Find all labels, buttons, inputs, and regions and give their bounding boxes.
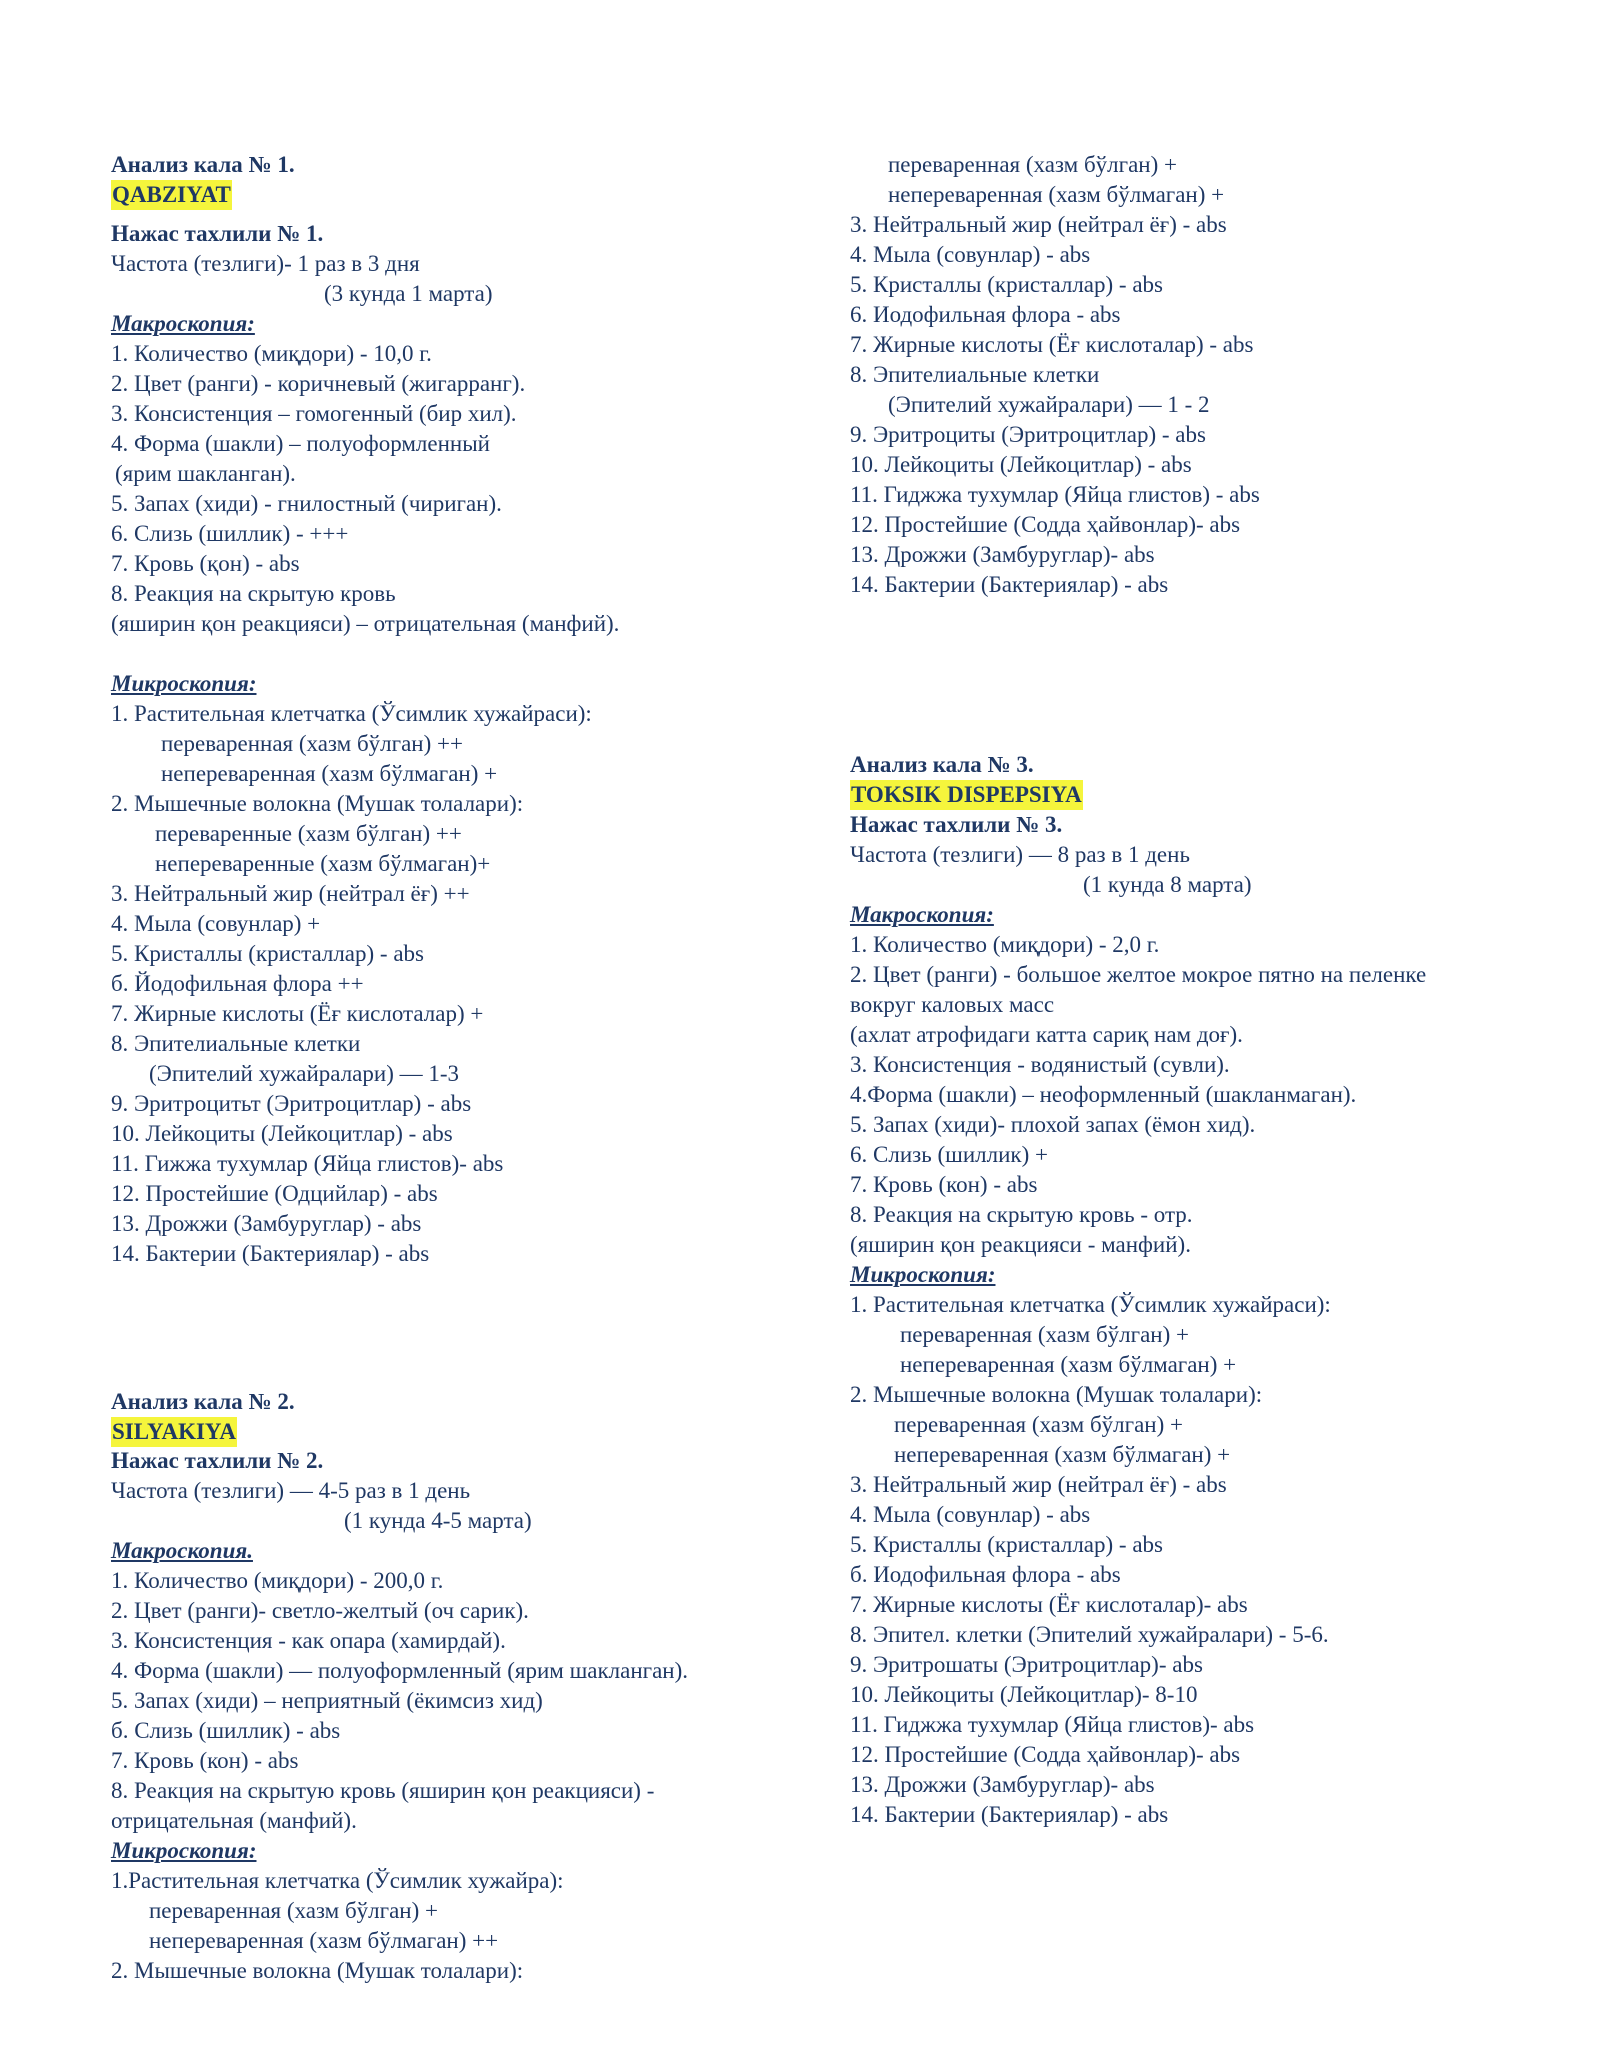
text-line: 3. Консистенция – гомогенный (бир хил). [111, 401, 517, 426]
text-line: 8. Реакция на скрытую кровь (яширин қон реакцияси) - [111, 1778, 655, 1803]
text-line: 10. Лейкоциты (Лейкоцитлар)- 8-10 [850, 1682, 1198, 1707]
text-line: 4. Форма (шакли) – полуоформленный [111, 431, 490, 456]
text-line: переваренная (хазм бўлган) + [888, 152, 1177, 177]
text-line: 12. Простейшие (Одцийлар) - abs [111, 1181, 438, 1206]
section-heading: Микроскопия: [111, 671, 257, 696]
text-line: 3. Консистенция - как опара (хамирдай). [111, 1628, 506, 1653]
diagnosis-title: QABZIYAT [111, 180, 232, 210]
text-line: 14. Бактерии (Бактериялар) - abs [850, 572, 1169, 597]
text-line: 7. Кровь (қон) - abs [111, 551, 300, 576]
diagnosis-title: TOKSIK DISPEPSIYA [850, 780, 1083, 810]
text-line: 11. Гиджжа тухумлар (Яйца глистов)- abs [850, 1712, 1255, 1737]
text-line: 14. Бактерии (Бактериялар) - abs [850, 1802, 1169, 1827]
analysis-heading: Нажас тахлили № 2. [111, 1448, 324, 1473]
diagnosis-title: SILYAKIYA [111, 1417, 237, 1447]
text-line: 13. Дрожжи (Замбуруглар)- abs [850, 1772, 1155, 1797]
section-heading: Макроскопия. [111, 1538, 253, 1563]
text-line: 9. Эритроцитьт (Эритроцитлар) - abs [111, 1091, 472, 1116]
text-line: 6. Слизь (шиллик) - +++ [111, 521, 349, 546]
text-line: 13. Дрожжи (Замбуруглар) - abs [111, 1211, 422, 1236]
text-line: 8. Эпителиальные клетки [111, 1031, 361, 1056]
text-line: б. Слизь (шиллик) - abs [111, 1718, 341, 1743]
text-line: 3. Нейтральный жир (нейтрал ёғ) - abs [850, 1472, 1227, 1497]
text-line: непереваренная (хазм бўлмаган) + [161, 761, 498, 786]
text-line: 2. Мышечные волокна (Мушак толалари): [111, 791, 524, 816]
text-line: 3. Нейтральный жир (нейтрал ёғ) - abs [850, 212, 1227, 237]
text-line: Частота (тезлиги)- 1 раз в 3 дня [111, 251, 420, 276]
text-line: 4. Мыла (совунлар) - abs [850, 1502, 1091, 1527]
text-line: 2. Цвет (ранги) - большое желтое мокрое пятно на пеленке [850, 962, 1427, 987]
text-line: 13. Дрожжи (Замбуруглар)- abs [850, 542, 1155, 567]
text-line: 5. Запах (хиди)- плохой запах (ёмон хид). [850, 1112, 1256, 1137]
text-line: 1. Растительная клетчатка (Ўсимлик хужайраси): [111, 701, 592, 726]
text-line: б. Йодофильная флора ++ [111, 971, 364, 996]
text-line: 1. Количество (миқдори) - 200,0 г. [111, 1568, 444, 1593]
text-line: 4. Форма (шакли) — полуоформленный (ярим шакланган). [111, 1658, 689, 1683]
text-line: (ярим шакланган). [115, 461, 296, 486]
text-line: 2. Мышечные волокна (Мушак толалари): [850, 1382, 1263, 1407]
text-line: 8. Реакция на скрытую кровь - отр. [850, 1202, 1193, 1227]
text-line: 11. Гижжа тухумлар (Яйца глистов)- abs [111, 1151, 504, 1176]
text-line: 7. Жирные кислоты (Ёғ кислоталар)- abs [850, 1592, 1248, 1617]
text-line: переваренная (хазм бўлган) + [149, 1898, 438, 1923]
text-line: Частота (тезлиги) — 4-5 раз в 1 день [111, 1478, 471, 1503]
text-line: 7. Жирные кислоты (Ёғ кислоталар) - abs [850, 332, 1254, 357]
text-line: 8. Реакция на скрытую кровь [111, 581, 396, 606]
text-line: (3 кунда 1 марта) [324, 281, 493, 306]
text-line: 5. Кристаллы (кристаллар) - abs [850, 272, 1163, 297]
text-line: вокруг каловых масс [850, 992, 1055, 1017]
text-line: б. Иодофильная флора - abs [850, 1562, 1121, 1587]
analysis-heading: Анализ кала № 1. [111, 152, 295, 177]
text-line: (1 кунда 8 марта) [1083, 872, 1252, 897]
text-line: непереваренная (хазм бўлмаган) + [894, 1442, 1231, 1467]
analysis-heading: Анализ кала № 2. [111, 1389, 295, 1414]
text-line: 6. Иодофильная флора - abs [850, 302, 1121, 327]
text-line: 4. Мыла (совунлар) + [111, 911, 321, 936]
text-line: 10. Лейкоциты (Лейкоцитлар) - abs [111, 1121, 453, 1146]
text-line: (яширин қон реакцияси - манфий). [850, 1232, 1191, 1257]
text-line: 8. Эпител. клетки (Эпителий хужайралари) - 5-6. [850, 1622, 1329, 1647]
text-line: 8. Эпителиальные клетки [850, 362, 1100, 387]
text-line: 3. Нейтральный жир (нейтрал ёғ) ++ [111, 881, 470, 906]
analysis-heading: Анализ кала № 3. [850, 752, 1034, 777]
section-heading: Микроскопия: [111, 1838, 257, 1863]
text-line: непереваренные (хазм бўлмаган)+ [155, 851, 491, 876]
text-line: (Эпителий хужайралари) — 1 - 2 [888, 392, 1210, 417]
text-line: переваренная (хазм бўлган) ++ [161, 731, 463, 756]
text-line: 9. Эритроциты (Эритроцитлар) - abs [850, 422, 1206, 447]
text-line: 11. Гиджжа тухумлар (Яйца глистов) - abs [850, 482, 1260, 507]
text-line: 2. Мышечные волокна (Мушак толалари): [111, 1958, 524, 1983]
section-heading: Макроскопия: [111, 311, 255, 336]
text-line: 1. Количество (миқдори) - 10,0 г. [111, 341, 432, 366]
text-line: (1 кунда 4-5 марта) [344, 1508, 532, 1533]
text-line: 7. Кровь (кон) - abs [111, 1748, 299, 1773]
text-line: 6. Слизь (шиллик) + [850, 1142, 1048, 1167]
text-line: 4.Форма (шакли) – неоформленный (шакланмаган). [850, 1082, 1357, 1107]
text-line: переваренная (хазм бўлган) + [900, 1322, 1189, 1347]
text-line: 10. Лейкоциты (Лейкоцитлар) - abs [850, 452, 1192, 477]
text-line: 7. Жирные кислоты (Ёғ кислоталар) + [111, 1001, 484, 1026]
text-line: 4. Мыла (совунлар) - abs [850, 242, 1091, 267]
text-line: 2. Цвет (ранги) - коричневый (жигарранг). [111, 371, 526, 396]
text-line: 12. Простейшие (Содда ҳайвонлар)- abs [850, 1742, 1241, 1767]
text-line: 1. Растительная клетчатка (Ўсимлик хужайраси): [850, 1292, 1331, 1317]
text-line: 2. Цвет (ранги)- светло-желтый (оч сарик). [111, 1598, 529, 1623]
text-line: переваренные (хазм бўлган) ++ [155, 821, 462, 846]
text-line: 1. Количество (миқдори) - 2,0 г. [850, 932, 1160, 957]
analysis-heading: Нажас тахлили № 1. [111, 221, 324, 246]
text-line: (ахлат атрофидаги катта сариқ нам доғ). [850, 1022, 1243, 1047]
text-line: 1.Растительная клетчатка (Ўсимлик хужайра): [111, 1868, 564, 1893]
text-line: Частота (тезлиги) — 8 раз в 1 день [850, 842, 1190, 867]
text-line: непереваренная (хазм бўлмаган) + [888, 182, 1225, 207]
text-line: 3. Консистенция - водянистый (сувли). [850, 1052, 1230, 1077]
text-line: 12. Простейшие (Содда ҳайвонлар)- abs [850, 512, 1241, 537]
text-line: 7. Кровь (кон) - abs [850, 1172, 1038, 1197]
text-line: 5. Кристаллы (кристаллар) - abs [850, 1532, 1163, 1557]
analysis-heading: Нажас тахлили № 3. [850, 812, 1063, 837]
text-line: переваренная (хазм бўлган) + [894, 1412, 1183, 1437]
text-line: 5. Кристаллы (кристаллар) - abs [111, 941, 424, 966]
text-line: 5. Запах (хиди) – неприятный (ёкимсиз хид) [111, 1688, 543, 1713]
text-line: 14. Бактерии (Бактериялар) - abs [111, 1241, 430, 1266]
section-heading: Микроскопия: [850, 1262, 996, 1287]
text-line: отрицательная (манфий). [111, 1808, 357, 1833]
text-line: 5. Запах (хиди) - гнилостный (чириган). [111, 491, 502, 516]
text-line: непереваренная (хазм бўлмаган) ++ [149, 1928, 499, 1953]
text-line: (яширин қон реакцияси) – отрицательная (манфий). [111, 611, 620, 636]
text-line: (Эпителий хужайралари) — 1-3 [149, 1061, 460, 1086]
text-line: 9. Эритрошаты (Эритроцитлар)- abs [850, 1652, 1203, 1677]
section-heading: Макроскопия: [850, 902, 994, 927]
text-line: непереваренная (хазм бўлмаган) + [900, 1352, 1237, 1377]
